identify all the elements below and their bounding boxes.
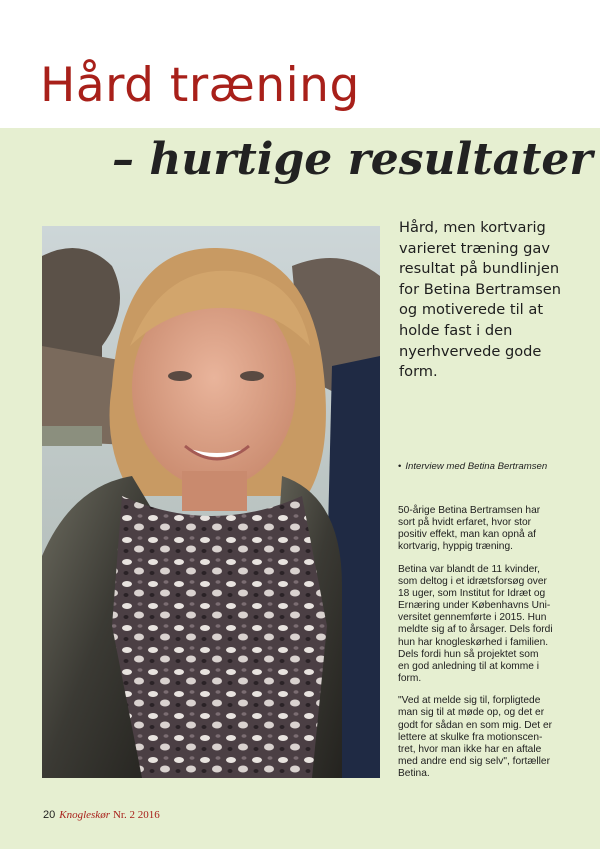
lead-line: for Betina Bertramsen xyxy=(399,280,562,298)
body-line: positiv effekt, man kan opnå af xyxy=(398,529,536,541)
body-line: hun har knogleskørhed i familien. xyxy=(398,636,549,648)
magazine-name: Knogleskør xyxy=(59,809,110,821)
body-line: kortvarig, hyppig træning. xyxy=(398,541,513,553)
portrait-photo xyxy=(42,226,380,778)
lead-line: og motiverede til at xyxy=(399,301,544,319)
lead-line: varieret træning gav xyxy=(399,239,550,257)
body-line: meldte sig af to årsager. Dels fordi xyxy=(398,624,553,636)
body-line: "Ved at melde sig til, forpligtede xyxy=(398,695,541,707)
body-line: Ernæring under Københavns Uni- xyxy=(398,600,551,612)
lead-line: Hård, men kortvarig xyxy=(399,219,546,236)
body-line: Dels fordi hun så projektet som xyxy=(398,648,539,660)
article-subtitle: – hurtige resultater xyxy=(112,134,593,185)
body-line: versitet gennemførte i 2015. Hun xyxy=(398,612,547,624)
body-line: 50-årige Betina Bertramsen har xyxy=(398,505,541,516)
body-line: Betina var blandt de 11 kvinder, xyxy=(398,563,540,575)
lead-line: holde fast i den xyxy=(399,321,513,339)
body-line: Betina. xyxy=(398,768,430,780)
byline xyxy=(398,461,588,473)
page-number: 20 xyxy=(43,809,56,821)
lead-line: form. xyxy=(399,363,438,381)
body-line: tret, hvor man ikke har en aftale xyxy=(398,743,542,755)
article-title: Hård træning xyxy=(40,58,360,113)
body-paragraph xyxy=(398,505,588,554)
body-line: 18 uger, som Institut for Idræt og xyxy=(398,587,546,599)
lead-line: resultat på bundlinjen xyxy=(399,260,560,278)
body-line: en god anledning til at komme i xyxy=(398,660,540,672)
body-paragraph xyxy=(398,564,588,686)
body-line: form. xyxy=(398,673,422,685)
lead-paragraph xyxy=(399,218,589,383)
body-line: lettere at skulke fra motionscen- xyxy=(398,731,543,743)
byline-text: Interview med Betina Bertramsen xyxy=(405,461,548,472)
portrait-illustration xyxy=(42,226,380,778)
body-line: man sig til at møde op, og det er xyxy=(398,707,545,719)
body-line: som deltog i et idrætsforsøg over xyxy=(398,575,547,587)
body-line: godt for sådan en som mig. Det er xyxy=(398,719,553,731)
article-body xyxy=(398,505,588,790)
issue-number: Nr. 2 2016 xyxy=(112,809,160,821)
body-paragraph xyxy=(398,695,588,780)
bullet-icon: • xyxy=(398,461,402,472)
lead-line: nyerhvervede gode xyxy=(399,342,542,360)
body-line: sort på hvidt erfaret, hvor stor xyxy=(398,517,532,529)
body-line: med andre end sig selv", fortæller xyxy=(398,755,550,767)
page-footer xyxy=(43,809,160,821)
